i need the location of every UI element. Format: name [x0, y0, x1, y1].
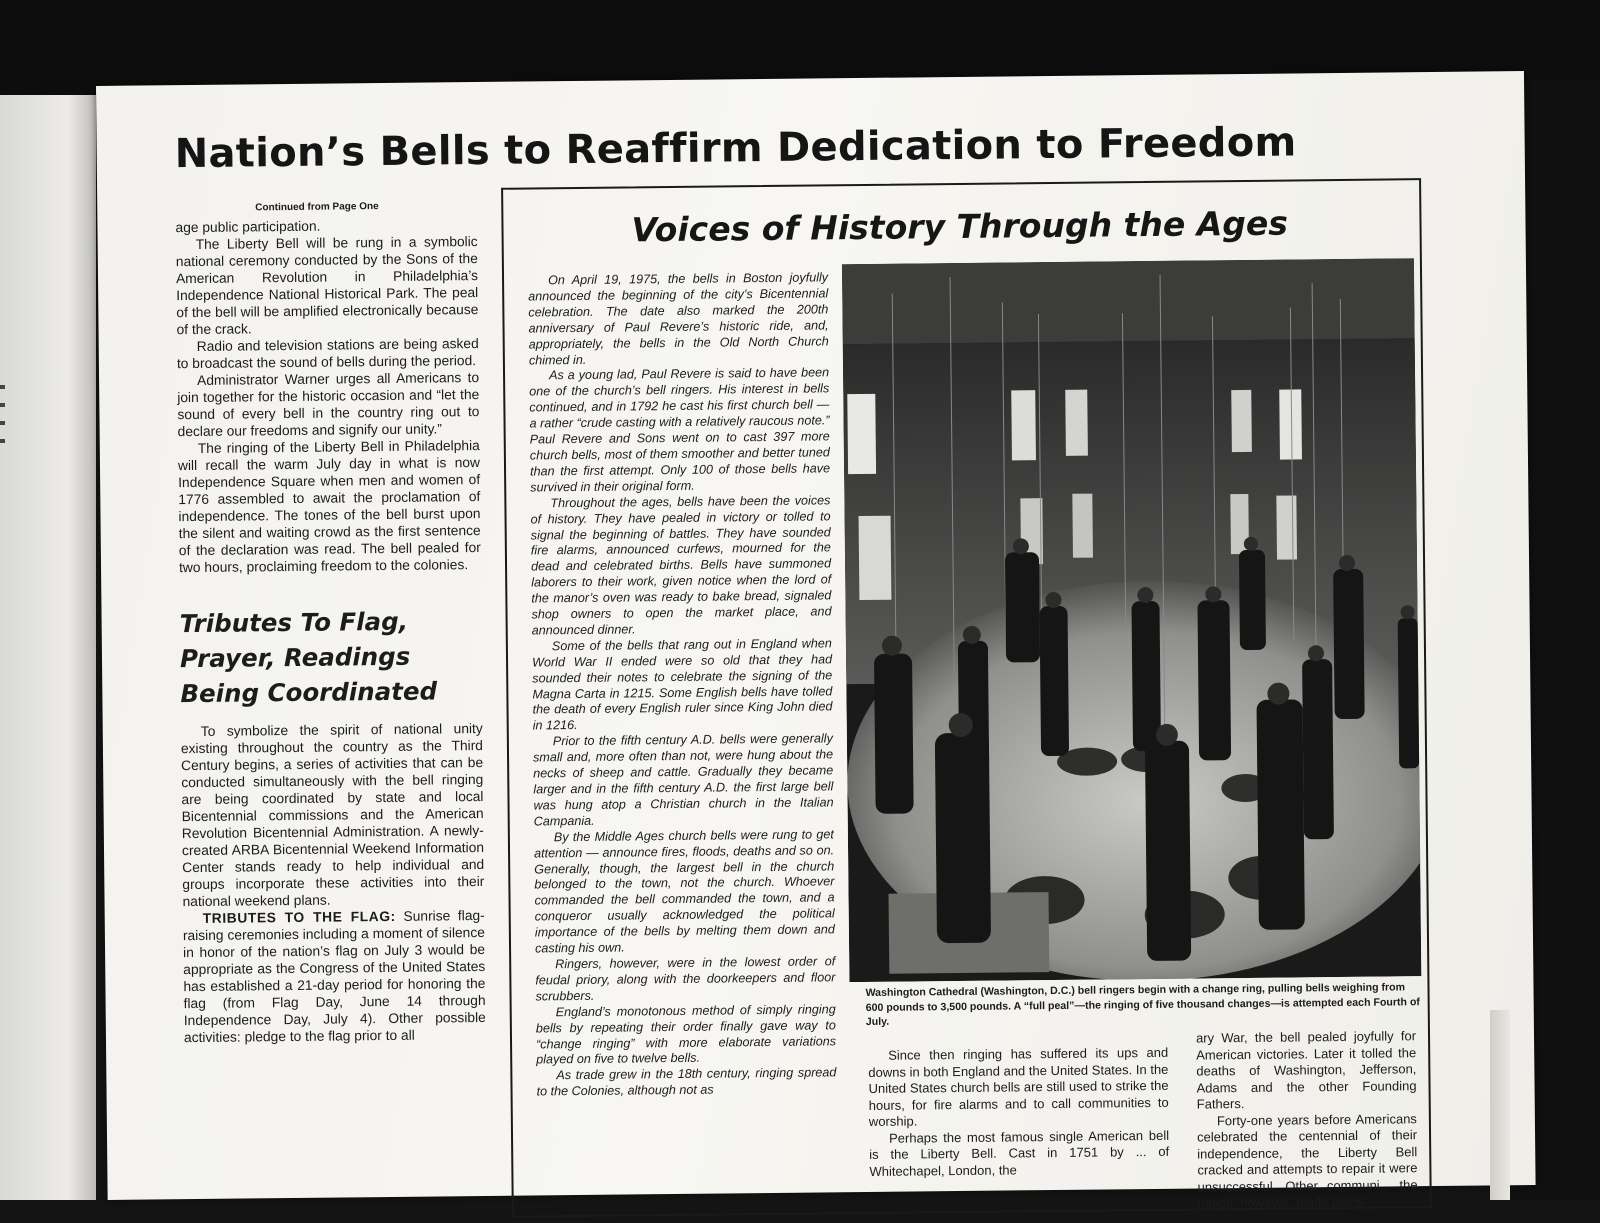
window [1231, 390, 1252, 452]
window [1011, 390, 1036, 460]
paragraph: Some of the bells that rang out in England when World War II ended were so old that they had sounded their notes to celebrate the signing of the Magna Carta in 1215. Some English bells have tolled the death of every English ruler since King John died in 1216. [531, 636, 833, 733]
sidebar-column-2 [868, 1045, 1169, 1180]
sidebar-column-1 [528, 270, 837, 1100]
photo-caption: Washington Cathedral (Washington, D.C.) bell ringers begin with a change ring, pulling bells weighing from 600 pounds to 3,500 pounds. A “full peal”—the ringing of five thousand changes—is attempted each Fourth of July. [865, 981, 1420, 1028]
paragraph: Radio and television stations are being asked to broadcast the sound of bells during the period. [176, 336, 479, 372]
newspaper-page [96, 71, 1536, 1211]
page-fold [1490, 1010, 1510, 1200]
paragraph: ary War, the bell pealed joyfully for American victories. Later it tolled the deaths of Washington, Jefferson, Adams and the other Founding Fathers. [1195, 1028, 1417, 1112]
window [1279, 389, 1302, 459]
paragraph: Administrator Warner urges all Americans to join together for the historic occasion and “let the sound of every bell in the country ring out to declare our freedoms and signify our unity.” [177, 370, 480, 440]
paragraph: As a young lad, Paul Revere is said to have been one of the church’s bell ringers. His interest in bells continued, and in 1792 he cast his first church bell — a rather “crude casting with a relatively raucous note.” Paul Revere and Sons went on to cast 397 more church bells, most of them smoother and better tuned than the first attempt. Only 100 of those bells have survived in their original form. [529, 365, 831, 495]
paragraph: Prior to the fifth century A.D. bells were generally small and, more often than not, were hung about the necks of sheep and cattle. Gradually they became larger and in the fifth century A.D. the first large bell was hung atop a Christian church in the Italian Campania. [532, 731, 834, 829]
previous-page-text-marks [0, 385, 6, 457]
previous-page-edge [0, 95, 96, 1200]
paragraph: Throughout the ages, bells have been the voices of history. They have pealed in victory or tolled to signal the beginning of battles. They have sounded fire alarms, announced curfews, mourned for the dead and celebrated births. Bells have summoned laborers to their work, given notice when the lord of the manor’s oven was ready to bake bread, signaled shop owners to open the market place, and announced dinner. [530, 493, 832, 638]
tributes-text: Sunrise flag-raising ceremonies including a moment of silence in honor of the nation’s flag on July 3 would be appropriate as the Congress of the United States has established a 21-day period for honoring the flag (from Flag Day, June 14 through Independence Day, July 4). Other possible activities: pledge to the flag prior to all [182, 907, 486, 1046]
paragraph: England’s monotonous method of simply ringing bells by repeating their order finally gave way to “change ringing” with more elaborate variations played on five to twelve bells. [535, 1001, 837, 1067]
tributes-label: TRIBUTES TO THE FLAG: [202, 908, 396, 926]
sidebar-box [501, 178, 1432, 1218]
sidebar-column-3 [1196, 1028, 1418, 1212]
paragraph: Forty-one years before Americans celebrated the centennial of their independence, the Liberty Bell cracked and attempts to repair it were unsuccessful. Other communi... the nation, however, made plans [1196, 1110, 1418, 1211]
paragraph: On April 19, 1975, the bells in Boston joyfully announced the beginning of the city’s Bicentennial celebration. The date also marked the 200th anniversary of Paul Revere’s historic ride, and, appropriately, the bells in the Old North Church chimed in. [528, 270, 829, 368]
continued-note: Continued from Page One [255, 201, 379, 214]
window [1065, 390, 1088, 456]
paragraph: To symbolize the spirit of national unity existing throughout the country as the Third Century begins, a series of activities that can be conducted simultaneously with the bell ringing are being coordinated by state and local Bicentennial commissions and the American Revolution Bicentennial Administration. A newly-created ARBA Bicentennial Weekend Information Center stands ready to help individual and groups incorporate these activities into their national weekend plans. [180, 720, 485, 910]
paragraph: The ringing of the Liberty Bell in Philadelphia will recall the warm July day in what is now Independence Square when men and women of 1776 assembled to await the proclamation of independence. The tones of the bell burst upon the silent and waiting crowd as the first sentence of the declaration was read. The bell pealed for two hours, proclaiming freedom to the colonies. [177, 438, 481, 576]
paragraph: Perhaps the most famous single American bell is the Liberty Bell. Cast in 1751 by ... of Whitechapel, London, the [869, 1127, 1170, 1179]
paragraph: The Liberty Bell will be rung in a symbolic national ceremony conducted by the Sons of the American Revolution in Philadelphia’s Independence National Historical Park. The peal of the bell will be amplified electronically because of the crack. [175, 234, 479, 338]
window [1276, 495, 1297, 559]
paragraph: Ringers, however, were in the lowest order of feudal priory, along with the doorkeepers and floor scrubbers. [535, 954, 836, 1004]
window [859, 516, 892, 600]
window [847, 394, 876, 474]
paragraph [183, 907, 486, 1046]
left-column [175, 216, 486, 1046]
paragraph: age public participation. [175, 218, 321, 236]
headline: Nation’s Bells to Reaffirm Dedication to Freedom [174, 119, 1297, 178]
bell-ringers-photo [842, 258, 1421, 982]
ceiling [842, 258, 1415, 344]
window [1072, 494, 1093, 558]
subheading: Tributes To Flag, Prayer, Readings Being Coordinated [179, 606, 438, 709]
paragraph: As trade grew in the 18th century, ringing spread to the Colonies, although not as [536, 1065, 837, 1099]
sidebar-title: Voices of History Through the Ages [631, 203, 1289, 250]
paragraph: Since then ringing has suffered its ups and downs in both England and the United States. In the United States church bells are still used to strike the hours, for fire alarms and to call communities to worship. [868, 1044, 1169, 1129]
paragraph: By the Middle Ages church bells were rung to get attention — announce fires, floods, deaths and so on. Generally, though, the largest bell in the church belonged to the town, not the church. Whoever commanded the bell commanded the town, and a conqueror usually acknowledged the political importance of the bells by melting them down and casting his own. [533, 827, 835, 956]
